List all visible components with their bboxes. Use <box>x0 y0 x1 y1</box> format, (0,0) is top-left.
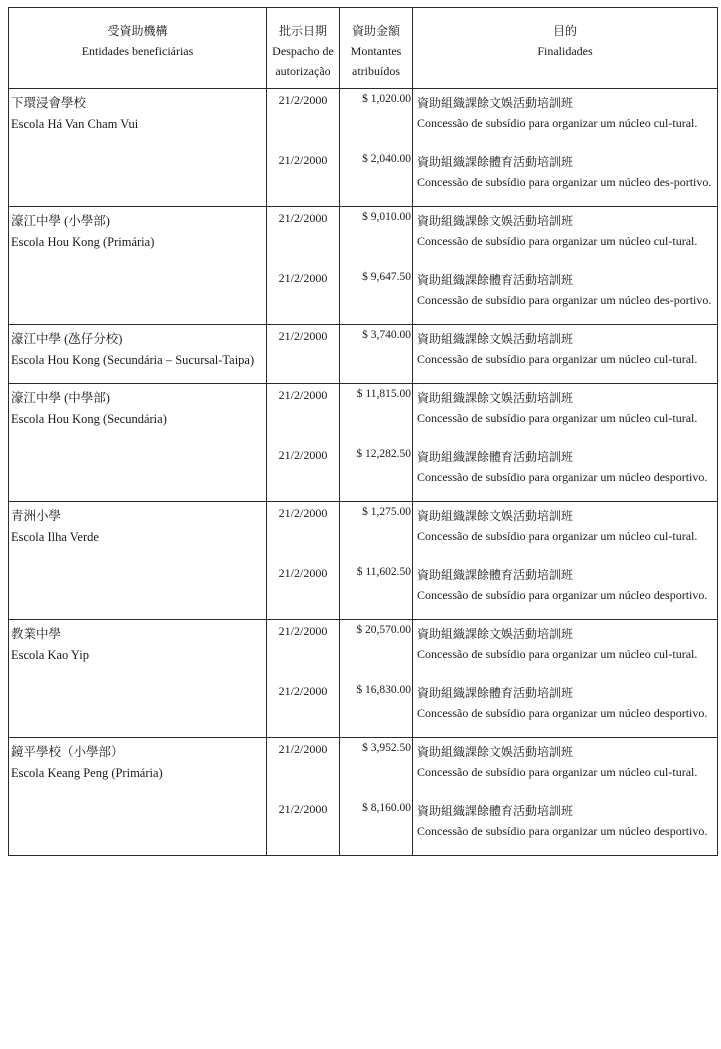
entity-name-pt: Escola Hou Kong (Secundária) <box>11 412 167 426</box>
entity-cell <box>9 502 267 561</box>
entity-cell <box>9 620 267 679</box>
amount-cell: $ 16,830.00 <box>340 678 413 738</box>
entity-name-pt: Escola Kao Yip <box>11 648 89 662</box>
purpose-pt: Concessão de subsídio para organizar um núcleo cul-tural. <box>417 765 698 779</box>
date-cell: 21/2/2000 <box>267 678 340 738</box>
purpose-cell <box>413 442 718 502</box>
purpose-cn: 資助組織課餘體育活動培訓班 <box>417 273 574 287</box>
purpose-pt: Concessão de subsídio para organizar um núcleo des-portivo. <box>417 293 712 307</box>
date-cell: 21/2/2000 <box>267 147 340 207</box>
document-page <box>8 7 717 856</box>
purpose-cell <box>413 502 718 561</box>
amount-cell: $ 3,740.00 <box>340 325 413 384</box>
header-date <box>267 8 340 89</box>
header-date-cn: 批示日期 <box>278 24 327 38</box>
header-purpose-cn: 目的 <box>552 24 577 38</box>
table-row <box>9 678 718 738</box>
entity-name-cn: 教業中學 <box>11 627 62 641</box>
table-row <box>9 442 718 502</box>
purpose-cn: 資助組織課餘文娛活動培訓班 <box>417 391 574 405</box>
table-row <box>9 796 718 856</box>
table-header-row <box>9 8 718 89</box>
purpose-cell <box>413 384 718 443</box>
purpose-cn: 資助組織課餘體育活動培訓班 <box>417 568 574 582</box>
purpose-cn: 資助組織課餘體育活動培訓班 <box>417 450 574 464</box>
entity-cell <box>9 560 267 620</box>
amount-cell: $ 2,040.00 <box>340 147 413 207</box>
entity-cell <box>9 207 267 266</box>
purpose-pt: Concessão de subsídio para organizar um núcleo cul-tural. <box>417 116 698 130</box>
purpose-cn: 資助組織課餘文娛活動培訓班 <box>417 509 574 523</box>
entity-name-pt: Escola Hou Kong (Secundária – Sucursal-Taipa) <box>11 353 255 367</box>
table-row <box>9 620 718 679</box>
subsidy-table <box>8 7 718 856</box>
purpose-cn: 資助組織課餘體育活動培訓班 <box>417 804 574 818</box>
date-cell: 21/2/2000 <box>267 620 340 679</box>
date-cell: 21/2/2000 <box>267 325 340 384</box>
header-entity-cn: 受資助機構 <box>107 24 168 38</box>
date-cell: 21/2/2000 <box>267 560 340 620</box>
entity-cell <box>9 384 267 443</box>
purpose-pt: Concessão de subsídio para organizar um núcleo cul-tural. <box>417 529 698 543</box>
entity-cell <box>9 325 267 384</box>
purpose-cell <box>413 147 718 207</box>
header-entity-pt: Entidades beneficiárias <box>81 44 194 58</box>
purpose-cell <box>413 207 718 266</box>
table-row <box>9 560 718 620</box>
purpose-cell <box>413 325 718 384</box>
entity-cell <box>9 678 267 738</box>
entity-cell <box>9 738 267 797</box>
table-row <box>9 325 718 384</box>
header-amount <box>340 8 413 89</box>
header-date-pt2: autorização <box>275 64 331 78</box>
purpose-pt: Concessão de subsídio para organizar um núcleo cul-tural. <box>417 352 698 366</box>
purpose-pt: Concessão de subsídio para organizar um núcleo cul-tural. <box>417 411 698 425</box>
date-cell: 21/2/2000 <box>267 738 340 797</box>
amount-cell: $ 9,647.50 <box>340 265 413 325</box>
entity-cell <box>9 147 267 207</box>
purpose-pt: Concessão de subsídio para organizar um núcleo cul-tural. <box>417 647 698 661</box>
entity-cell <box>9 265 267 325</box>
amount-cell: $ 9,010.00 <box>340 207 413 266</box>
table-row <box>9 207 718 266</box>
header-date-pt1: Despacho de <box>272 44 334 58</box>
table-row <box>9 502 718 561</box>
purpose-pt: Concessão de subsídio para organizar um núcleo desportivo. <box>417 706 708 720</box>
date-cell: 21/2/2000 <box>267 384 340 443</box>
entity-name-cn: 下環浸會學校 <box>11 96 87 110</box>
entity-name-pt: Escola Há Van Cham Vui <box>11 117 139 131</box>
purpose-cn: 資助組織課餘體育活動培訓班 <box>417 686 574 700</box>
date-cell: 21/2/2000 <box>267 207 340 266</box>
purpose-pt: Concessão de subsídio para organizar um núcleo des-portivo. <box>417 175 712 189</box>
purpose-cell <box>413 89 718 148</box>
purpose-cn: 資助組織課餘文娛活動培訓班 <box>417 332 574 346</box>
table-row <box>9 384 718 443</box>
amount-cell: $ 11,815.00 <box>340 384 413 443</box>
purpose-cn: 資助組織課餘文娛活動培訓班 <box>417 96 574 110</box>
header-purpose-pt: Finalidades <box>537 44 593 58</box>
amount-cell: $ 1,275.00 <box>340 502 413 561</box>
purpose-pt: Concessão de subsídio para organizar um núcleo desportivo. <box>417 824 708 838</box>
purpose-cn: 資助組織課餘體育活動培訓班 <box>417 155 574 169</box>
purpose-pt: Concessão de subsídio para organizar um núcleo cul-tural. <box>417 234 698 248</box>
date-cell: 21/2/2000 <box>267 796 340 856</box>
date-cell: 21/2/2000 <box>267 502 340 561</box>
entity-name-pt: Escola Ilha Verde <box>11 530 99 544</box>
purpose-pt: Concessão de subsídio para organizar um núcleo desportivo. <box>417 470 708 484</box>
table-body <box>9 89 718 856</box>
purpose-pt: Concessão de subsídio para organizar um núcleo desportivo. <box>417 588 708 602</box>
table-row <box>9 89 718 148</box>
purpose-cn: 資助組織課餘文娛活動培訓班 <box>417 627 574 641</box>
date-cell: 21/2/2000 <box>267 265 340 325</box>
purpose-cell <box>413 620 718 679</box>
date-cell: 21/2/2000 <box>267 442 340 502</box>
entity-name-cn: 鏡平學校（小學部） <box>11 745 124 759</box>
date-cell: 21/2/2000 <box>267 89 340 148</box>
header-amount-pt2: atribuídos <box>352 64 400 78</box>
entity-cell <box>9 796 267 856</box>
entity-name-cn: 濠江中學 (小學部) <box>11 214 110 228</box>
header-amount-cn: 資助金額 <box>351 24 400 38</box>
purpose-cell <box>413 738 718 797</box>
purpose-cn: 資助組織課餘文娛活動培訓班 <box>417 745 574 759</box>
entity-cell <box>9 442 267 502</box>
header-purpose <box>413 8 718 89</box>
table-row <box>9 147 718 207</box>
entity-name-pt: Escola Keang Peng (Primária) <box>11 766 163 780</box>
amount-cell: $ 1,020.00 <box>340 89 413 148</box>
purpose-cell <box>413 560 718 620</box>
entity-name-pt: Escola Hou Kong (Primária) <box>11 235 155 249</box>
purpose-cell <box>413 678 718 738</box>
amount-cell: $ 3,952.50 <box>340 738 413 797</box>
purpose-cell <box>413 796 718 856</box>
amount-cell: $ 12,282.50 <box>340 442 413 502</box>
header-amount-pt1: Montantes <box>350 44 402 58</box>
purpose-cn: 資助組織課餘文娛活動培訓班 <box>417 214 574 228</box>
entity-name-cn: 青洲小學 <box>11 509 62 523</box>
table-row <box>9 738 718 797</box>
table-row <box>9 265 718 325</box>
amount-cell: $ 8,160.00 <box>340 796 413 856</box>
entity-cell <box>9 89 267 148</box>
entity-name-cn: 濠江中學 (氹仔分校) <box>11 332 123 346</box>
amount-cell: $ 20,570.00 <box>340 620 413 679</box>
amount-cell: $ 11,602.50 <box>340 560 413 620</box>
purpose-cell <box>413 265 718 325</box>
header-entity <box>9 8 267 89</box>
entity-name-cn: 濠江中學 (中學部) <box>11 391 110 405</box>
